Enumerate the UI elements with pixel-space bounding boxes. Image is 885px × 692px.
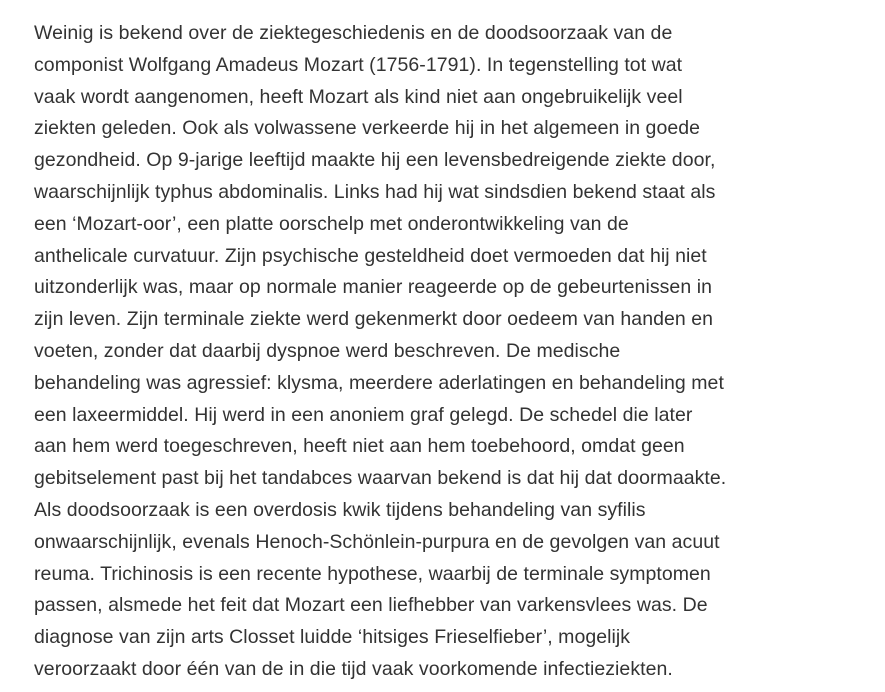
text-line: gebitselement past bij het tandabces waarvan bekend is dat hij dat doormaakte. bbox=[34, 467, 727, 490]
text-line: gezondheid. Op 9-jarige leeftijd maakte hij een levensbedreigende ziekte door, bbox=[34, 149, 716, 172]
abstract-paragraph bbox=[34, 18, 864, 686]
text-line: Als doodsoorzaak is een overdosis kwik tijdens behandeling van syfilis bbox=[34, 498, 646, 521]
text-line: diagnose van zijn arts Closset luidde ‘hitsiges Frieselfieber’, mogelijk bbox=[34, 626, 631, 649]
text-line: componist Wolfgang Amadeus Mozart (1756-1791). In tegenstelling tot wat bbox=[34, 53, 683, 76]
text-line: een laxeermiddel. Hij werd in een anoniem graf gelegd. De schedel die later bbox=[34, 403, 693, 426]
text-line: waarschijnlijk typhus abdominalis. Links had hij wat sindsdien bekend staat als bbox=[34, 180, 716, 203]
text-line: passen, alsmede het feit dat Mozart een liefhebber van varkensvlees was. De bbox=[34, 594, 708, 617]
text-line: uitzonderlijk was, maar op normale manier reageerde op de gebeurtenissen in bbox=[34, 276, 712, 299]
text-line: ziekten geleden. Ook als volwassene verkeerde hij in het algemeen in goede bbox=[34, 117, 701, 140]
text-line: veroorzaakt door één van de in die tijd vaak voorkomende infectieziekten. bbox=[34, 657, 673, 680]
text-line: vaak wordt aangenomen, heeft Mozart als kind niet aan ongebruikelijk veel bbox=[34, 85, 683, 108]
text-line: Weinig is bekend over de ziektegeschiedenis en de doodsoorzaak van de bbox=[34, 22, 673, 44]
text-line: zijn leven. Zijn terminale ziekte werd gekenmerkt door oedeem van handen en bbox=[34, 308, 714, 331]
text-line: reuma. Trichinosis is een recente hypothese, waarbij de terminale symptomen bbox=[34, 562, 711, 585]
text-line: behandeling was agressief: klysma, meerdere aderlatingen en behandeling met bbox=[34, 371, 724, 394]
text-line: een ‘Mozart-oor’, een platte oorschelp met onderontwikkeling van de bbox=[34, 212, 629, 235]
text-line: voeten, zonder dat daarbij dyspnoe werd beschreven. De medische bbox=[34, 339, 621, 362]
text-line: anthelicale curvatuur. Zijn psychische gesteldheid doet vermoeden dat hij niet bbox=[34, 244, 707, 267]
text-line: aan hem werd toegeschreven, heeft niet aan hem toebehoord, omdat geen bbox=[34, 435, 685, 458]
text-line: onwaarschijnlijk, evenals Henoch-Schönlein-purpura en de gevolgen van acuut bbox=[34, 530, 720, 553]
article-abstract bbox=[34, 18, 864, 686]
